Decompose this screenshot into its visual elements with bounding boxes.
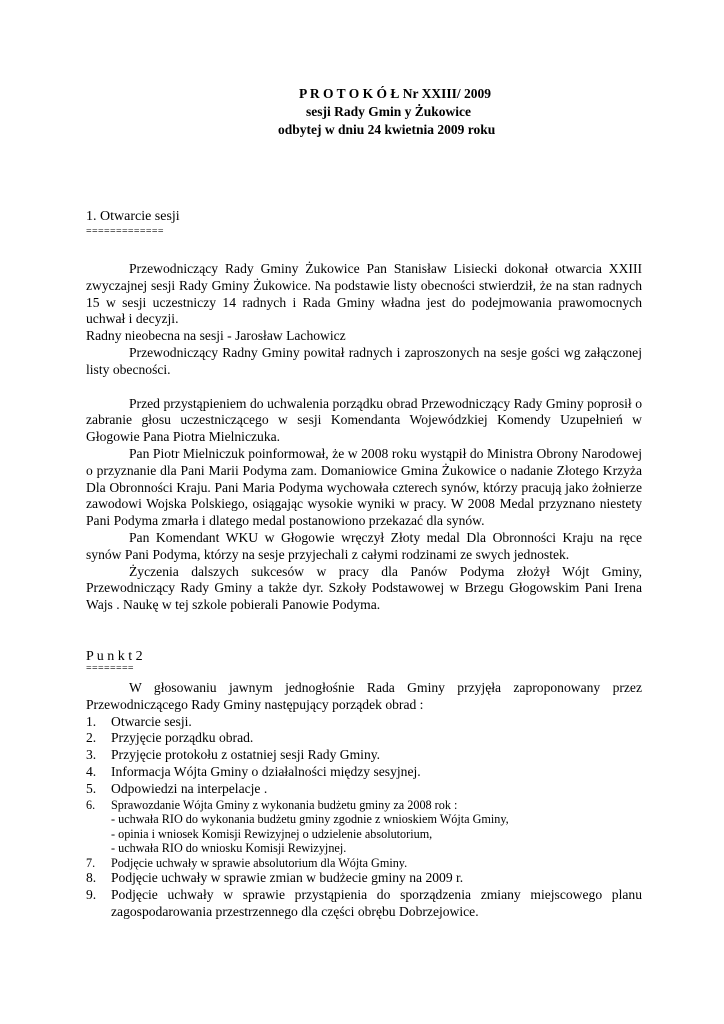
- section-2-heading: P u n k t 2: [86, 649, 143, 664]
- section-2-rule: ========: [86, 663, 134, 674]
- agenda-item: 2. Przyjęcie porządku obrad.: [86, 730, 254, 746]
- section-1-body: [86, 261, 642, 614]
- paragraph-opening: Przewodniczący Rady Gminy Żukowice Pan Stanisław Lisiecki dokonał otwarcia XXIII zwyczajnej sesji Rady Gminy Żukowice. Na podstawie listy obecności stwierdził, że na stan radnych 15 w sesji uczestniczy 14 radnych i Rada Gminy władna jest do podejmowania prawomocnych uchwał i decyzji.: [86, 261, 642, 327]
- paragraph-wishes: Życzenia dalszych sukcesów w pracy dla Panów Podyma złożył Wójt Gminy, Przewodniczący Rady Gminy a także dyr. Szkoły Podstawowej w Brzegu Głogowskim Pani Irena Wajs . Naukę w tej szkole pobierali Panowie Podyma.: [86, 563, 642, 613]
- section-1-heading: 1. Otwarcie sesji: [86, 209, 180, 224]
- paragraph-medal: Pan Piotr Mielniczuk poinformował, że w 2008 roku wystąpił do Ministra Obrony Narodowej o przyznanie dla Pani Marii Podyma zam. Domaniowice Gmina Żukowice o nadanie Złotego Krzyża Dla Obronności Kraju. Pani Maria Podyma wychowała czterech synów, którzy pracują jako żołnierze zawodowi Wojska Polskiego, osiągając wysokie wyniki w pracy. W 2008 Medal przyznano niestety Pani Podyma zmarła i dlatego medal postanowiono przekazać dla synów.: [86, 445, 642, 529]
- paragraph-award: Pan Komendant WKU w Głogowie wręczył Złoty medal Dla Obronności Kraju na ręce synów Pani Podyma, którzy na sesje przyjechali z całymi rodzinami ze swych jednostek.: [86, 529, 642, 562]
- agenda-subitem: - uchwała RIO do wniosku Komisji Rewizyjnej.: [111, 841, 347, 856]
- section-1-rule: =============: [86, 226, 164, 237]
- title-line-3: odbytej w dniu 24 kwietnia 2009 roku: [278, 122, 496, 137]
- agenda-item: 1. Otwarcie sesji.: [86, 713, 192, 729]
- section-2-body: [86, 680, 642, 920]
- agenda-item: 7. Podjęcie uchwały w sprawie absolutorium dla Wójta Gminy.: [86, 855, 408, 870]
- agenda-item: 9. Podjęcie uchwały w sprawie przystąpienia do sporządzenia zmiany miejscowego planu zagospodarowania przestrzennego dla części obrębu Dobrzejowice.: [86, 886, 642, 919]
- paragraph-commandant: Przed przystąpieniem do uchwalenia porządku obrad Przewodniczący Rady Gminy poprosił o zabranie głosu uczestniczącego w sesji Komendanta Wojewódzkiej Komendy Uzupełnień w Głogowie Pana Piotra Mielniczuka.: [86, 395, 642, 445]
- agenda-item: 3. Przyjęcie protokołu z ostatniej sesji Rady Gminy.: [86, 747, 381, 763]
- agenda-item: 4. Informacja Wójta Gminy o działalności między sesyjnej.: [86, 763, 421, 779]
- title-line-2: sesji Rady Gmin y Żukowice: [306, 104, 472, 119]
- paragraph-greeting: Przewodniczący Radny Gminy powitał radnych i zaproszonych na sesje gości wg załączonej listy obecności.: [86, 344, 642, 377]
- agenda-item: 5. Odpowiedzi na interpelacje .: [86, 780, 268, 796]
- title-line-1: P R O T O K Ó Ł Nr XXIII/ 2009: [299, 86, 492, 101]
- agenda-subitem: - uchwała RIO do wykonania budżetu gminy zgodnie z wnioskiem Wójta Gminy,: [111, 812, 509, 827]
- paragraph-absent: Radny nieobecna na sesji - Jarosław Lachowicz: [86, 328, 346, 344]
- agenda-item: 8. Podjęcie uchwały w sprawie zmian w budżecie gminy na 2009 r.: [86, 870, 464, 886]
- agenda-item: 6. Sprawozdanie Wójta Gminy z wykonania budżetu gminy za 2008 rok : - uchwała RIO do wykonania budżetu gminy zgodnie z wnioskiem Wójta Gminy, - opinia i wniosek Komisji Rewizyjnej o udzielenie absolutorium, - uchwała RIO do wniosku Komisji Rewizyjnej.: [86, 798, 642, 856]
- agenda-list: [86, 714, 642, 921]
- agenda-subitem: - opinia i wniosek Komisji Rewizyjnej o udzielenie absolutorium,: [111, 826, 433, 841]
- agenda-intro: W głosowaniu jawnym jednogłośnie Rada Gminy przyjęła zaproponowany przez Przewodniczącego Rady Gminy następujący porządek obrad :: [86, 680, 642, 712]
